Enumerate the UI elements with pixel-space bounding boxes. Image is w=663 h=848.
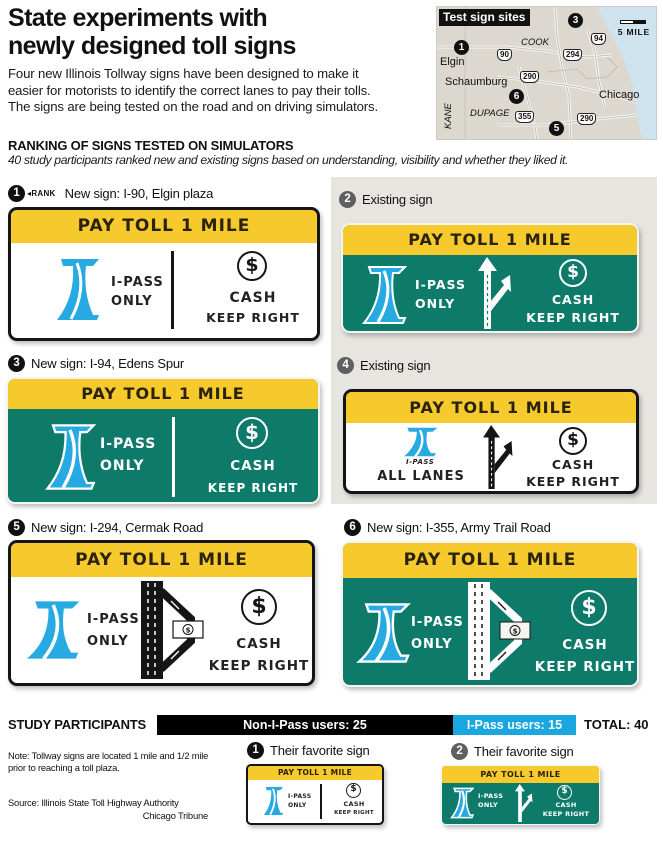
dollar-icon: $ xyxy=(241,589,277,625)
favorite-sign-2-left-text: I-PASS ONLY xyxy=(478,792,504,809)
sign-5-caption-text: New sign: I-294, Cermak Road xyxy=(31,520,204,535)
dollar-icon: $ xyxy=(236,417,268,449)
ipass-logo-icon xyxy=(355,602,411,664)
map-label-dupage: DUPAGE xyxy=(470,108,510,119)
sign-4-left-text: ALL LANES xyxy=(377,469,465,484)
sign-1-caption-text: New sign: I-90, Elgin plaza xyxy=(64,186,214,201)
ipass-users-bar: I-Pass users: 15 xyxy=(453,715,576,735)
favorite-sign-1-right-text: CASH KEEP RIGHT xyxy=(334,800,374,816)
sign-4-caption-text: Existing sign xyxy=(360,358,431,373)
sign-2-left-text: I-PASS ONLY xyxy=(415,277,466,311)
favorite-sign-2-header: PAY TOLL 1 MILE xyxy=(442,766,599,783)
sign-2-right-text: CASH KEEP RIGHT xyxy=(526,292,620,325)
sign-3-header: PAY TOLL 1 MILE xyxy=(8,379,318,409)
ipass-logo-icon xyxy=(44,421,96,493)
favorite-badge-1: 1 xyxy=(247,742,264,759)
site-marker-3: 3 xyxy=(568,13,583,28)
sign-4 xyxy=(343,389,639,494)
sign-1 xyxy=(8,207,320,341)
favorite-1-caption xyxy=(247,742,370,759)
sign-6 xyxy=(341,541,639,687)
map-label-kane: KANE xyxy=(443,103,454,129)
rank-badge-2: 2 xyxy=(339,191,356,208)
sign-1-divider xyxy=(171,251,174,329)
favorite-sign-1-left-text: I-PASS ONLY xyxy=(288,793,312,809)
highway-shield-294: 294 xyxy=(563,49,582,61)
toll-road-diagram-icon xyxy=(141,581,211,679)
dollar-icon: $ xyxy=(557,785,572,800)
source-text: Source: Illinois State Toll Highway Authority xyxy=(8,797,179,808)
source-line xyxy=(8,796,208,822)
participants-total: TOTAL: 40 xyxy=(584,717,649,732)
sign-3-caption xyxy=(8,355,184,372)
lane-arrows-icon xyxy=(477,257,517,329)
rank-badge-5: 5 xyxy=(8,519,25,536)
svg-text:$: $ xyxy=(185,626,191,635)
ipass-logo-icon xyxy=(401,426,439,458)
sign-2-header: PAY TOLL 1 MILE xyxy=(343,225,637,255)
ipass-logo-icon xyxy=(450,787,474,819)
sign-1-right-text: CASH KEEP RIGHT xyxy=(206,290,300,325)
dollar-icon: $ xyxy=(346,783,361,798)
dollar-icon: $ xyxy=(559,259,587,287)
sign-3-caption-text: New sign: I-94, Edens Spur xyxy=(31,356,185,371)
scale-label: 5 MILE xyxy=(617,27,650,37)
highway-shield-290-east: 290 xyxy=(577,113,596,125)
lane-arrows-icon xyxy=(514,784,536,822)
rank-badge-3: 3 xyxy=(8,355,25,372)
title-line-2: newly designed toll signs xyxy=(8,32,296,60)
rank-badge-1: 1 xyxy=(8,185,25,202)
intro-text: Four new Illinois Tollway signs have been designed to make it easier for motorists to identify the correct lanes to pay their tolls. The signs are being tested on the road and on driving simulators. xyxy=(8,66,378,114)
favorite-2-caption xyxy=(451,743,574,760)
sign-5-header: PAY TOLL 1 MILE xyxy=(11,543,312,577)
sign-3-divider xyxy=(172,417,175,497)
dollar-icon: $ xyxy=(571,590,607,626)
rank-badge-4: 4 xyxy=(337,357,354,374)
sign-5 xyxy=(8,540,315,686)
ranking-heading: RANKING OF SIGNS TESTED ON SIMULATORS xyxy=(8,138,294,153)
site-marker-1: 1 xyxy=(454,40,469,55)
non-ipass-users-bar: Non-I-Pass users: 25 xyxy=(157,715,453,735)
dollar-icon: $ xyxy=(237,251,267,281)
map-label-cook: COOK xyxy=(521,37,549,48)
sign-6-right-text: CASH KEEP RIGHT xyxy=(534,637,636,675)
favorite-sign-1-header: PAY TOLL 1 MILE xyxy=(248,766,382,780)
ipass-logo-icon xyxy=(262,786,284,816)
sign-2-caption xyxy=(339,191,432,208)
page-title xyxy=(8,4,338,60)
svg-text:$: $ xyxy=(512,627,518,636)
sign-6-left-text: I-PASS ONLY xyxy=(411,615,464,652)
map-label-elgin: Elgin xyxy=(440,56,465,68)
sign-4-header: PAY TOLL 1 MILE xyxy=(346,392,636,423)
map-label-chicago: Chicago xyxy=(599,89,640,101)
test-sites-map xyxy=(436,6,657,140)
sign-2-caption-text: Existing sign xyxy=(362,192,433,207)
ipass-logo-label: I-PASS xyxy=(406,458,435,466)
favorite-sign-1-divider xyxy=(320,784,322,819)
dollar-icon: $ xyxy=(559,427,587,455)
highway-shield-290-west: 290 xyxy=(520,71,539,83)
sign-3-left-text: I-PASS ONLY xyxy=(100,436,157,474)
sign-1-header: PAY TOLL 1 MILE xyxy=(11,210,317,243)
favorite-2-caption-text: Their favorite sign xyxy=(474,744,574,759)
sign-5-caption xyxy=(8,519,203,536)
sign-5-right-text: CASH KEEP RIGHT xyxy=(208,636,310,674)
participants-label: STUDY PARTICIPANTS xyxy=(8,717,146,732)
favorite-1-caption-text: Their favorite sign xyxy=(270,743,370,758)
ipass-logo-icon xyxy=(23,599,81,661)
map-title: Test sign sites xyxy=(439,9,530,26)
toll-road-diagram-icon xyxy=(468,582,538,680)
highway-shield-355: 355 xyxy=(515,111,534,123)
lane-arrows-icon xyxy=(480,425,520,489)
sign-6-header: PAY TOLL 1 MILE xyxy=(343,543,637,578)
ipass-logo-icon xyxy=(53,257,101,322)
highway-shield-94: 94 xyxy=(591,33,606,45)
favorite-badge-2: 2 xyxy=(451,743,468,760)
sign-4-caption xyxy=(337,357,430,374)
site-marker-5: 5 xyxy=(549,121,564,136)
site-marker-6: 6 xyxy=(509,89,524,104)
map-label-schaumburg: Schaumburg xyxy=(445,76,508,88)
sign-3-right-text: CASH KEEP RIGHT xyxy=(207,458,299,495)
title-line-1: State experiments with xyxy=(8,4,268,32)
footnote: Note: Tollway signs are located 1 mile and 1/2 mile prior to reaching a toll plaza. xyxy=(8,750,209,773)
favorite-sign-2-right-text: CASH KEEP RIGHT xyxy=(542,801,590,818)
sign-1-caption xyxy=(8,185,213,202)
sign-1-left-text: I-PASS ONLY xyxy=(111,275,164,309)
sign-6-caption xyxy=(344,519,551,536)
credit-text: Chicago Tribune xyxy=(142,810,208,821)
scale-bar xyxy=(620,20,646,24)
rank-tag: ◂RANK xyxy=(27,189,56,198)
highway-shield-90: 90 xyxy=(497,49,512,61)
sign-6-caption-text: New sign: I-355, Army Trail Road xyxy=(367,520,551,535)
ipass-logo-icon xyxy=(361,265,407,325)
ranking-subheading: 40 study participants ranked new and existing signs based on understanding, visibility and whether they liked it. xyxy=(8,153,569,167)
sign-5-left-text: I-PASS ONLY xyxy=(87,612,140,649)
sign-3 xyxy=(6,377,320,504)
sign-2 xyxy=(341,223,639,333)
sign-4-right-text: CASH KEEP RIGHT xyxy=(526,457,620,489)
favorite-sign-2 xyxy=(441,765,600,825)
favorite-sign-1 xyxy=(246,764,384,825)
rank-badge-6: 6 xyxy=(344,519,361,536)
